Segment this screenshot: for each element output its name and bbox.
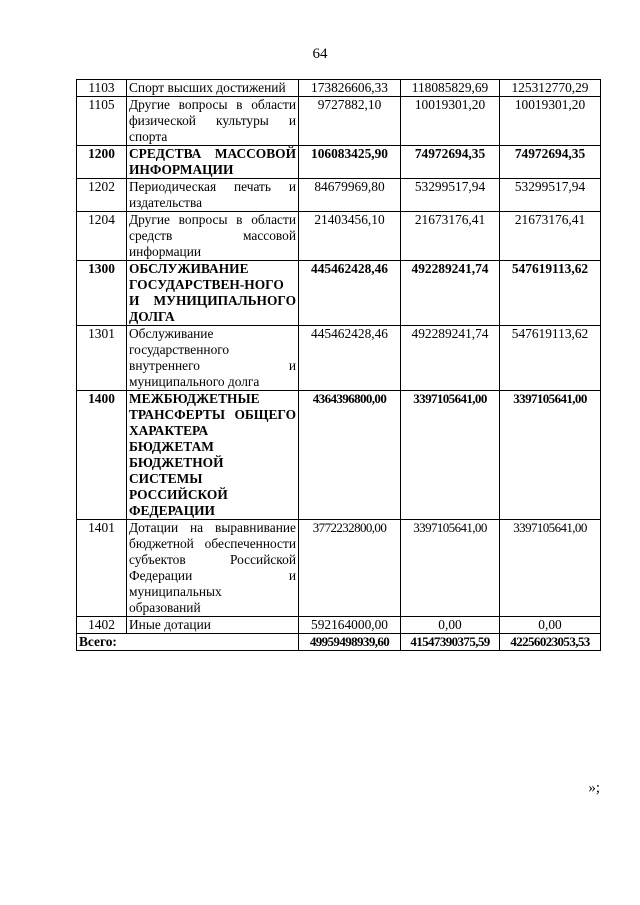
table-row — [77, 146, 601, 179]
row-value-2: 3397105641,00 — [401, 391, 500, 520]
row-code: 1200 — [77, 146, 127, 179]
table-row — [77, 326, 601, 391]
total-row — [77, 634, 601, 651]
total-value-3: 42256023053,53 — [500, 634, 601, 651]
row-name: ОБСЛУЖИВАНИЕ ГОСУДАРСТВЕН-НОГО И МУНИЦИПАЛЬНОГО ДОЛГА — [127, 261, 299, 326]
row-value-3: 3397105641,00 — [500, 391, 601, 520]
row-value-3: 21673176,41 — [500, 212, 601, 261]
row-name: СРЕДСТВА МАССОВОЙ ИНФОРМАЦИИ — [127, 146, 299, 179]
row-name: МЕЖБЮДЖЕТНЫЕ ТРАНСФЕРТЫ ОБЩЕГО ХАРАКТЕРА БЮДЖЕТАМ БЮДЖЕТНОЙ СИСТЕМЫ РОССИЙСКОЙ ФЕДЕРАЦИИ — [127, 391, 299, 520]
row-value-1: 3772232800,00 — [299, 520, 401, 617]
row-value-3: 3397105641,00 — [500, 520, 601, 617]
row-value-2: 21673176,41 — [401, 212, 500, 261]
row-value-1: 21403456,10 — [299, 212, 401, 261]
budget-table — [76, 79, 601, 651]
row-value-3: 0,00 — [500, 617, 601, 634]
page-number: 64 — [312, 46, 328, 62]
row-name: Иные дотации — [127, 617, 299, 634]
total-label: Всего: — [77, 634, 299, 651]
table-row — [77, 391, 601, 520]
table-row — [77, 80, 601, 97]
row-value-2: 53299517,94 — [401, 179, 500, 212]
row-value-3: 74972694,35 — [500, 146, 601, 179]
row-code: 1400 — [77, 391, 127, 520]
row-value-3: 10019301,20 — [500, 97, 601, 146]
row-value-1: 84679969,80 — [299, 179, 401, 212]
row-name: Другие вопросы в области средств массовой информации — [127, 212, 299, 261]
row-code: 1202 — [77, 179, 127, 212]
row-value-2: 492289241,74 — [401, 261, 500, 326]
row-value-1: 106083425,90 — [299, 146, 401, 179]
table-row — [77, 97, 601, 146]
row-value-3: 125312770,29 — [500, 80, 601, 97]
row-value-1: 445462428,46 — [299, 326, 401, 391]
table-row — [77, 179, 601, 212]
row-name: Спорт высших достижений — [127, 80, 299, 97]
row-name: Обслуживание государственного внутреннего и муниципального долга — [127, 326, 299, 391]
row-value-2: 118085829,69 — [401, 80, 500, 97]
row-code: 1204 — [77, 212, 127, 261]
row-code: 1103 — [77, 80, 127, 97]
total-value-1: 49959498939,60 — [299, 634, 401, 651]
row-value-2: 492289241,74 — [401, 326, 500, 391]
row-name: Другие вопросы в области физической культуры и спорта — [127, 97, 299, 146]
row-name: Периодическая печать и издательства — [127, 179, 299, 212]
row-value-1: 445462428,46 — [299, 261, 401, 326]
row-code: 1301 — [77, 326, 127, 391]
row-code: 1300 — [77, 261, 127, 326]
row-value-1: 173826606,33 — [299, 80, 401, 97]
row-value-3: 547619113,62 — [500, 326, 601, 391]
row-value-2: 10019301,20 — [401, 97, 500, 146]
row-value-3: 53299517,94 — [500, 179, 601, 212]
row-value-1: 592164000,00 — [299, 617, 401, 634]
row-value-1: 4364396800,00 — [299, 391, 401, 520]
total-value-2: 41547390375,59 — [401, 634, 500, 651]
table-row — [77, 212, 601, 261]
row-value-1: 9727882,10 — [299, 97, 401, 146]
row-code: 1402 — [77, 617, 127, 634]
closing-quote-mark: »; — [588, 780, 600, 796]
row-value-3: 547619113,62 — [500, 261, 601, 326]
table-row — [77, 261, 601, 326]
row-name: Дотации на выравнивание бюджетной обеспеченности субъектов Российской Федерации и муниципальных образований — [127, 520, 299, 617]
row-value-2: 0,00 — [401, 617, 500, 634]
row-value-2: 74972694,35 — [401, 146, 500, 179]
row-code: 1401 — [77, 520, 127, 617]
row-code: 1105 — [77, 97, 127, 146]
table-row — [77, 520, 601, 617]
table-row — [77, 617, 601, 634]
row-value-2: 3397105641,00 — [401, 520, 500, 617]
